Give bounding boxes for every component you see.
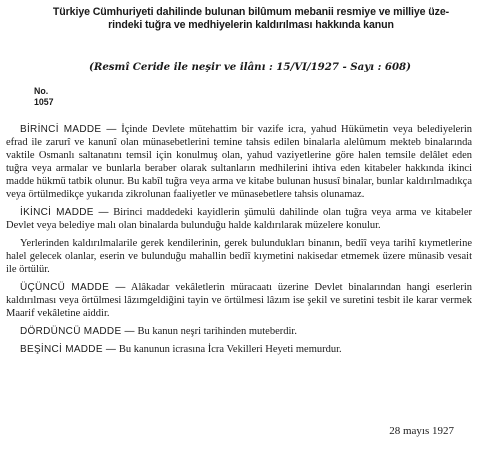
article-2-paragraph-2: [6, 237, 472, 276]
article-heading: İKİNCİ MADDE —: [20, 207, 109, 218]
title-line-1: Türkiye Cümhuriyeti dahilinde bulunan bilûmum mebanii resmiye ve milliye üze-: [52, 6, 450, 18]
law-number-value: 1057: [34, 97, 54, 107]
document-title: [8, 6, 494, 32]
article-3: [6, 281, 472, 320]
article-heading: BİRİNCİ MADDE —: [20, 124, 117, 135]
article-4: [6, 325, 472, 338]
title-line-2: rindeki tuğra ve medhiyelerin kaldırılması hakkında kanun: [108, 19, 394, 31]
article-heading: ÜÇÜNCÜ MADDE —: [20, 282, 126, 293]
article-heading: BEŞİNCİ MADDE —: [20, 344, 117, 355]
article-text: Bu kanunun icrasına İcra Vekilleri Heyeti memurdur.: [116, 344, 342, 355]
article-text: Yerlerinden kaldırılmalarile gerek kendilerinin, gerek bulundukları binanın, bedîî veya tarihî kıymetlerine halel gelecek olanlar, eserin ve bulunduğu mahallin bedîî kıymetini nakisedar etmemek üzere münasib vesait ile örtülür.: [6, 238, 472, 275]
article-heading: DÖRDÜNCÜ MADDE —: [20, 326, 135, 337]
article-2: [6, 206, 472, 232]
document-date: 28 mayıs 1927: [389, 425, 454, 437]
article-text: İçinde Devlete mütehattim bir vazife icra, yahud Hükümetin veya belediyelerin efrad ile zarurî ve kanunî olan münasebetlerini temine tahsis edilen binalarla alelûmum mekteb binalarında vaktile Osmanlı saltanatını temsil için konulmuş olan, yahud vaziyetlerine göre halen temsile delâlet eden tuğra veya armalar ve bunlarla beraber olarak sultanların medhilerini ihtiva eden kitabeler hakkında ikinci madde hükmü tatbik olunur. Bu kabîl tuğra veya arma ve kitabe bulunan hususî binalar, bunlar kaldırılmadıkça veya örtülmedikçe yukarıda zikrolunan faaliyetler ve münasebetlere tahsis olunamaz.: [6, 124, 472, 200]
article-text: Bu kanun neşri tarihinden muteberdir.: [134, 326, 297, 337]
document-body: [6, 123, 472, 361]
article-text: Birinci maddedeki kayidlerin şümulü dahilinde olan tuğra veya arma ve kitabeler Devlet veya belediye malı olan binalarda bulunduğu halde kaldırılarak müzelere konulur.: [6, 207, 472, 231]
law-number-label: No.: [34, 86, 49, 96]
article-1: [6, 123, 472, 201]
article-5: [6, 343, 472, 356]
publication-note: (Resmî Ceride ile neşir ve ilânı : 15/VI/1927 - Sayı : 608): [89, 61, 411, 73]
article-text: Alâkadar vekâletlerin müracaatı üzerine Devlet binalarından hangi eserlerin kaldırılması veya örtülmesi lâzımgeldiğini tayin ve örtülmesi lâzım ise şekil ve suretini tesbit ile karar vermek Maarif vekâletine aiddir.: [6, 282, 472, 319]
